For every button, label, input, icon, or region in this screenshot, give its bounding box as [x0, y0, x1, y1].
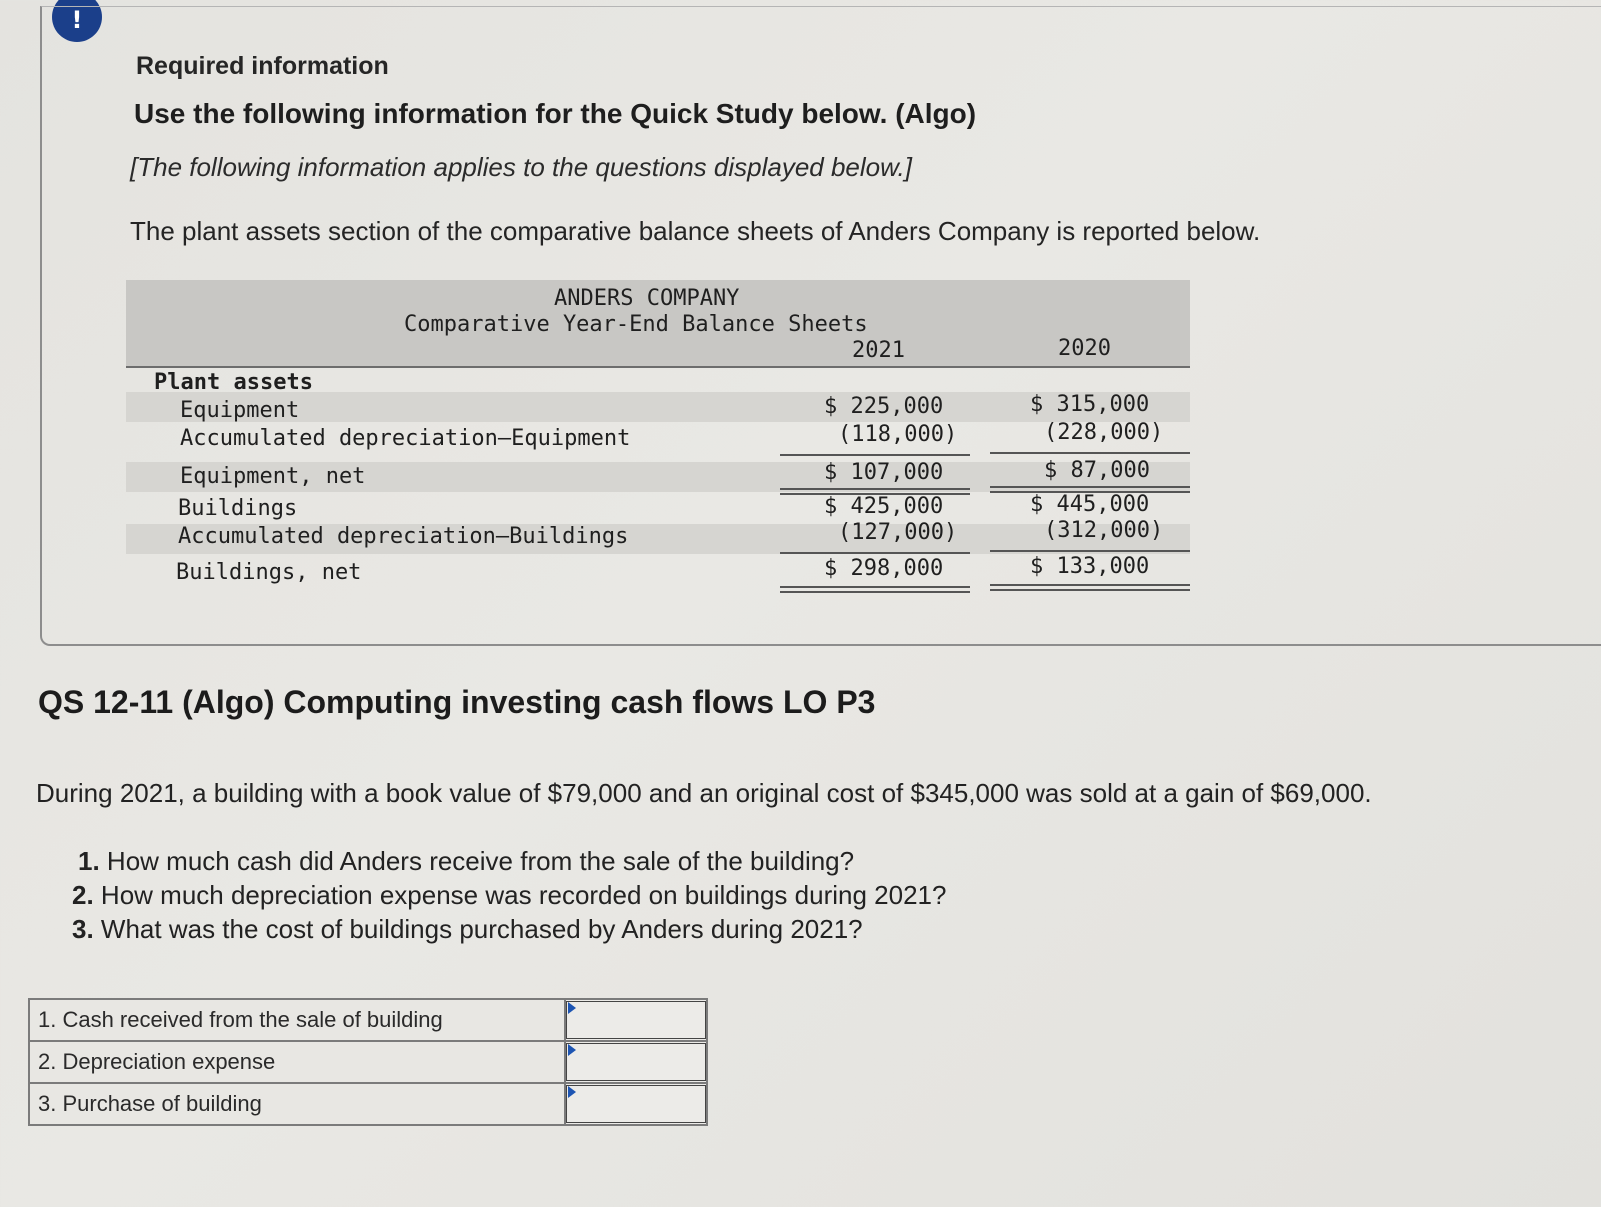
- accum-dep-equipment-2020: (228,000): [1044, 420, 1164, 445]
- depreciation-expense-input[interactable]: [566, 1043, 706, 1081]
- balance-sheet-subtitle: Comparative Year-End Balance Sheets: [404, 312, 868, 337]
- question-item: [78, 846, 854, 877]
- intro-text: The plant assets section of the comparative balance sheets of Anders Company is reported below.: [130, 216, 1261, 246]
- answer-cell: [565, 999, 707, 1041]
- underline-2020: [990, 452, 1190, 454]
- company-name: ANDERS COMPANY: [554, 286, 740, 311]
- accum-dep-buildings-2021: (127,000): [838, 520, 958, 545]
- year-2021-header: 2021: [852, 338, 905, 363]
- underline-2021: [780, 552, 970, 554]
- purchase-of-building-input[interactable]: [566, 1085, 706, 1123]
- answer-row: [29, 999, 707, 1041]
- required-information-heading: Required information: [136, 52, 389, 80]
- question-item: [72, 880, 946, 911]
- row-label-buildings-net: Buildings, net: [176, 560, 362, 585]
- question-text: How much cash did Anders receive from the sale of the building?: [106, 846, 855, 876]
- answer-label: 2. Depreciation expense: [29, 1041, 565, 1083]
- double-underline-2021: [780, 586, 970, 593]
- answer-table: [28, 998, 708, 1126]
- input-marker-icon: [568, 1086, 576, 1098]
- row-label-equipment: Equipment: [180, 398, 300, 423]
- answer-row: [29, 1041, 707, 1083]
- cash-received-input[interactable]: [566, 1001, 706, 1039]
- underline-2021: [780, 454, 970, 456]
- plant-assets-label: Plant assets: [154, 370, 313, 395]
- answer-cell: [565, 1083, 707, 1125]
- answer-label: 1. Cash received from the sale of building: [29, 999, 565, 1041]
- buildings-2021: $ 425,000: [824, 494, 944, 519]
- row-label-accum-dep-equipment: Accumulated depreciation—Equipment: [180, 426, 631, 451]
- underline-2020: [990, 550, 1190, 552]
- buildings-net-2020: $ 133,000: [1030, 554, 1150, 579]
- alert-icon: !: [52, 0, 102, 42]
- question-item: [72, 914, 863, 945]
- question-number: 3.: [72, 914, 94, 944]
- answer-row: [29, 1083, 707, 1125]
- question-text: How much depreciation expense was recorded on buildings during 2021?: [100, 880, 947, 910]
- answer-cell: [565, 1041, 707, 1083]
- question-number: 1.: [78, 846, 100, 876]
- equipment-net-2021: $ 107,000: [824, 460, 944, 485]
- answer-label: 3. Purchase of building: [29, 1083, 565, 1125]
- year-2020-header: 2020: [1058, 336, 1111, 361]
- equipment-2020: $ 315,000: [1030, 392, 1150, 417]
- row-label-accum-dep-buildings: Accumulated depreciation—Buildings: [178, 524, 629, 549]
- equipment-net-2020: $ 87,000: [1044, 458, 1150, 483]
- double-underline-2020: [990, 584, 1190, 591]
- input-marker-icon: [568, 1002, 576, 1014]
- question-context: During 2021, a building with a book value of $79,000 and an original cost of $345,000 was sold at a gain of $69,000.: [36, 778, 1372, 808]
- row-label-equipment-net: Equipment, net: [180, 464, 366, 489]
- row-label-buildings: Buildings: [178, 496, 298, 521]
- accum-dep-equipment-2021: (118,000): [838, 422, 958, 447]
- question-text: What was the cost of buildings purchased by Anders during 2021?: [100, 914, 863, 944]
- input-marker-icon: [568, 1044, 576, 1056]
- use-information-heading: Use the following information for the Quick Study below. (Algo): [134, 98, 977, 129]
- buildings-2020: $ 445,000: [1030, 492, 1150, 517]
- equipment-2021: $ 225,000: [824, 394, 944, 419]
- question-title: QS 12-11 (Algo) Computing investing cash flows LO P3: [38, 684, 876, 720]
- applies-note: [The following information applies to the questions displayed below.]: [130, 152, 912, 182]
- accum-dep-buildings-2020: (312,000): [1044, 518, 1164, 543]
- question-number: 2.: [72, 880, 94, 910]
- buildings-net-2021: $ 298,000: [824, 556, 944, 581]
